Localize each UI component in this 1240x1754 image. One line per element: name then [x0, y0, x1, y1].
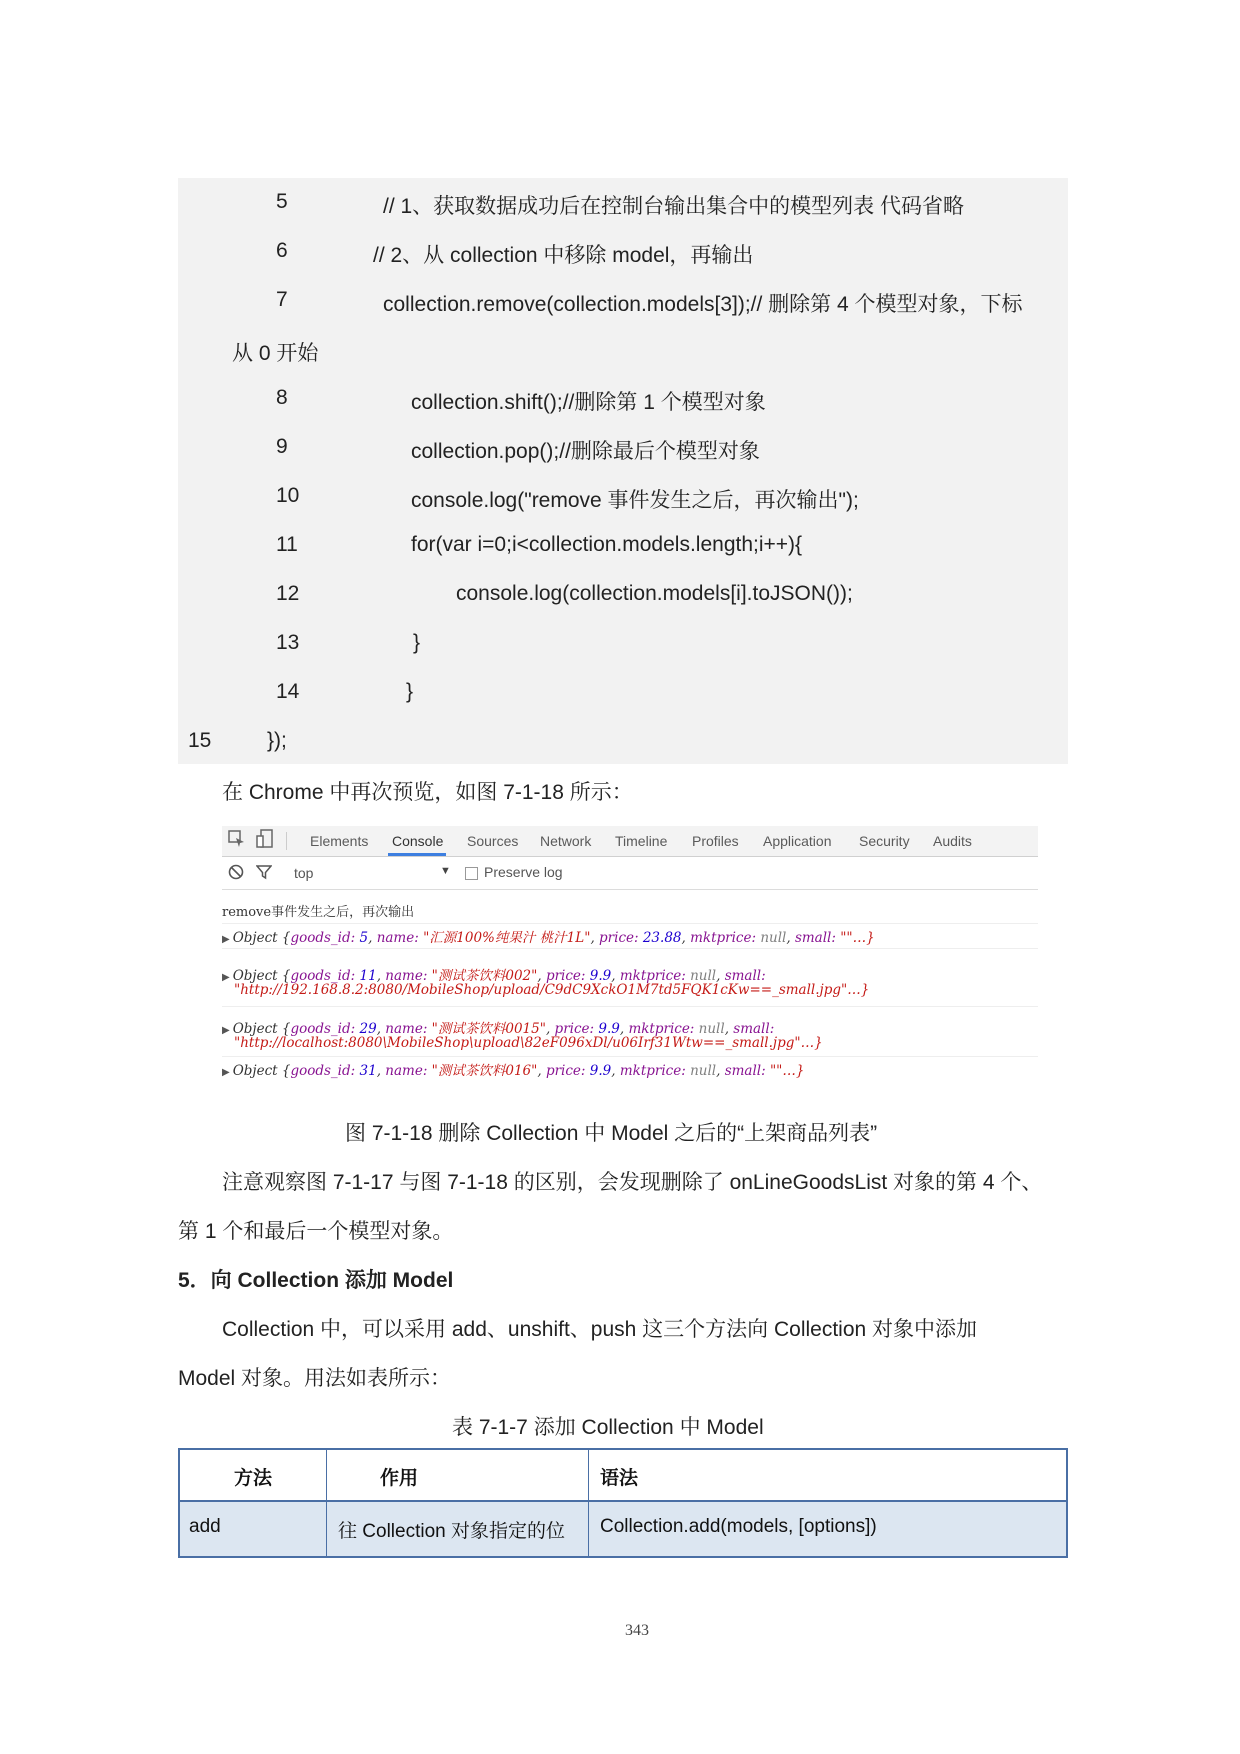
inspect-element-icon[interactable]: [228, 830, 246, 853]
console-separator: [222, 923, 1038, 924]
expand-triangle-icon[interactable]: ▶: [222, 934, 230, 945]
console-object-url: "http://192.168.8.2:8080/MobileShop/upload/C9dC9XckO1M7td5FQK1cKw==_small.jpg"…}: [234, 982, 870, 998]
tab-security[interactable]: Security: [859, 833, 910, 849]
paragraph-add-methods-continued: Model 对象。用法如表所示：: [178, 1367, 452, 1390]
code-line-number: 6: [276, 239, 288, 262]
active-tab-indicator: [388, 853, 446, 856]
console-object-row[interactable]: ▶ Object {goods_id: 29, name: "测试茶饮料0015", price: 9.9, mktprice: null, small:: [222, 1021, 775, 1037]
table-header: 方法: [233, 1468, 272, 1489]
console-object-url: "http://localhost:8080\MobileShop\upload\82eF096xDl/u06Irf31Wtw==_small.jpg"…}: [234, 1035, 823, 1051]
table-header: 语法: [600, 1468, 639, 1489]
code-block: [178, 178, 1068, 764]
context-selector[interactable]: top: [294, 865, 314, 881]
paragraph-note-continued: 第 1 个和最后一个模型对象。: [178, 1220, 454, 1243]
code-line-text: for(var i=0;i<collection.models.length;i++){: [411, 533, 803, 556]
tab-timeline[interactable]: Timeline: [615, 833, 668, 849]
table-cell: 往 Collection 对象指定的位: [338, 1521, 565, 1542]
tab-elements[interactable]: Elements: [310, 833, 369, 849]
code-line-text: collection.pop();//删除最后个模型对象: [411, 440, 760, 463]
code-line-number: 5: [276, 190, 288, 213]
expand-triangle-icon[interactable]: ▶: [222, 972, 230, 983]
code-line-number: 10: [276, 484, 300, 507]
expand-triangle-icon[interactable]: ▶: [222, 1025, 230, 1036]
table-divider: [588, 1450, 589, 1556]
tab-profiles[interactable]: Profiles: [692, 833, 739, 849]
clear-console-icon[interactable]: [228, 864, 244, 885]
table-divider: [180, 1500, 1066, 1502]
tab-sources[interactable]: Sources: [467, 833, 519, 849]
console-object-row[interactable]: ▶ Object {goods_id: 5, name: "汇源100%纯果汁 桃汁1L", price: 23.88, mktprice: null, small: ""…}: [222, 930, 875, 946]
tab-network[interactable]: Network: [540, 833, 592, 849]
table-cell: add: [189, 1516, 221, 1537]
code-line-number: 13: [276, 631, 300, 654]
tab-application[interactable]: Application: [763, 833, 832, 849]
code-line-text: console.log(collection.models[i].toJSON());: [456, 582, 853, 605]
code-line-text: }: [413, 631, 421, 654]
code-line-text: // 1、获取数据成功后在控制台输出集合中的模型列表 代码省略: [383, 195, 965, 218]
code-line-text: // 2、从 collection 中移除 model，再输出: [373, 244, 754, 267]
table-divider: [326, 1450, 327, 1556]
toolbar-divider: [286, 832, 287, 850]
code-line-number: 14: [276, 680, 300, 703]
tab-console[interactable]: Console: [392, 833, 444, 849]
console-separator: [222, 1056, 1038, 1057]
paragraph-preview: 在 Chrome 中再次预览，如图 7-1-18 所示：: [222, 781, 633, 804]
console-separator: [222, 1006, 1038, 1007]
devtools-tab-bar: [222, 826, 1038, 857]
figure-caption: 图 7-1-18 删除 Collection 中 Model 之后的“上架商品列表”: [345, 1122, 878, 1145]
code-line-text: }: [406, 680, 414, 703]
code-line-text: console.log("remove 事件发生之后，再次输出");: [411, 489, 859, 512]
preserve-log-checkbox[interactable]: [465, 867, 478, 880]
methods-table: [178, 1448, 1068, 1558]
console-object-row[interactable]: ▶ Object {goods_id: 11, name: "测试茶饮料002", price: 9.9, mktprice: null, small:: [222, 968, 766, 984]
preserve-log-label: Preserve log: [484, 864, 563, 880]
code-line-text: collection.shift();//删除第 1 个模型对象: [411, 391, 766, 414]
code-line-number: 11: [276, 533, 298, 556]
chevron-down-icon[interactable]: ▼: [440, 865, 451, 877]
filter-icon[interactable]: [256, 864, 272, 885]
code-line-text: collection.remove(collection.models[3]);// 删除第 4 个模型对象，下标: [383, 293, 1023, 316]
paragraph-add-methods: Collection 中，可以采用 add、unshift、push 这三个方法向 Collection 对象中添加: [222, 1318, 978, 1341]
code-line-number: 9: [276, 435, 288, 458]
code-line-number: 8: [276, 386, 288, 409]
page-number: 343: [625, 1622, 649, 1639]
paragraph-note: 注意观察图 7-1-17 与图 7-1-18 的区别，会发现删除了 onLineGoodsList 对象的第 4 个、: [222, 1171, 1043, 1194]
code-line-number: 15: [188, 729, 212, 752]
console-log-message: remove事件发生之后，再次输出: [222, 905, 415, 920]
device-toolbar-icon[interactable]: [256, 829, 276, 854]
code-line-number: 12: [276, 582, 300, 605]
console-filter-bar: [222, 857, 1038, 890]
console-separator: [222, 948, 1038, 949]
devtools-screenshot: [222, 826, 1038, 1098]
section-heading: 5．向 Collection 添加 Model: [178, 1269, 454, 1292]
tab-audits[interactable]: Audits: [933, 833, 972, 849]
code-line-number: 7: [276, 288, 288, 311]
code-line-text: 从 0 开始: [232, 342, 319, 365]
expand-triangle-icon[interactable]: ▶: [222, 1067, 230, 1078]
code-line-text: });: [267, 729, 287, 752]
table-header: 作用: [380, 1468, 419, 1489]
table-cell: Collection.add(models, [options]): [600, 1516, 877, 1537]
console-object-row[interactable]: ▶ Object {goods_id: 31, name: "测试茶饮料016", price: 9.9, mktprice: null, small: ""…}: [222, 1063, 805, 1079]
table-caption: 表 7-1-7 添加 Collection 中 Model: [452, 1416, 764, 1439]
